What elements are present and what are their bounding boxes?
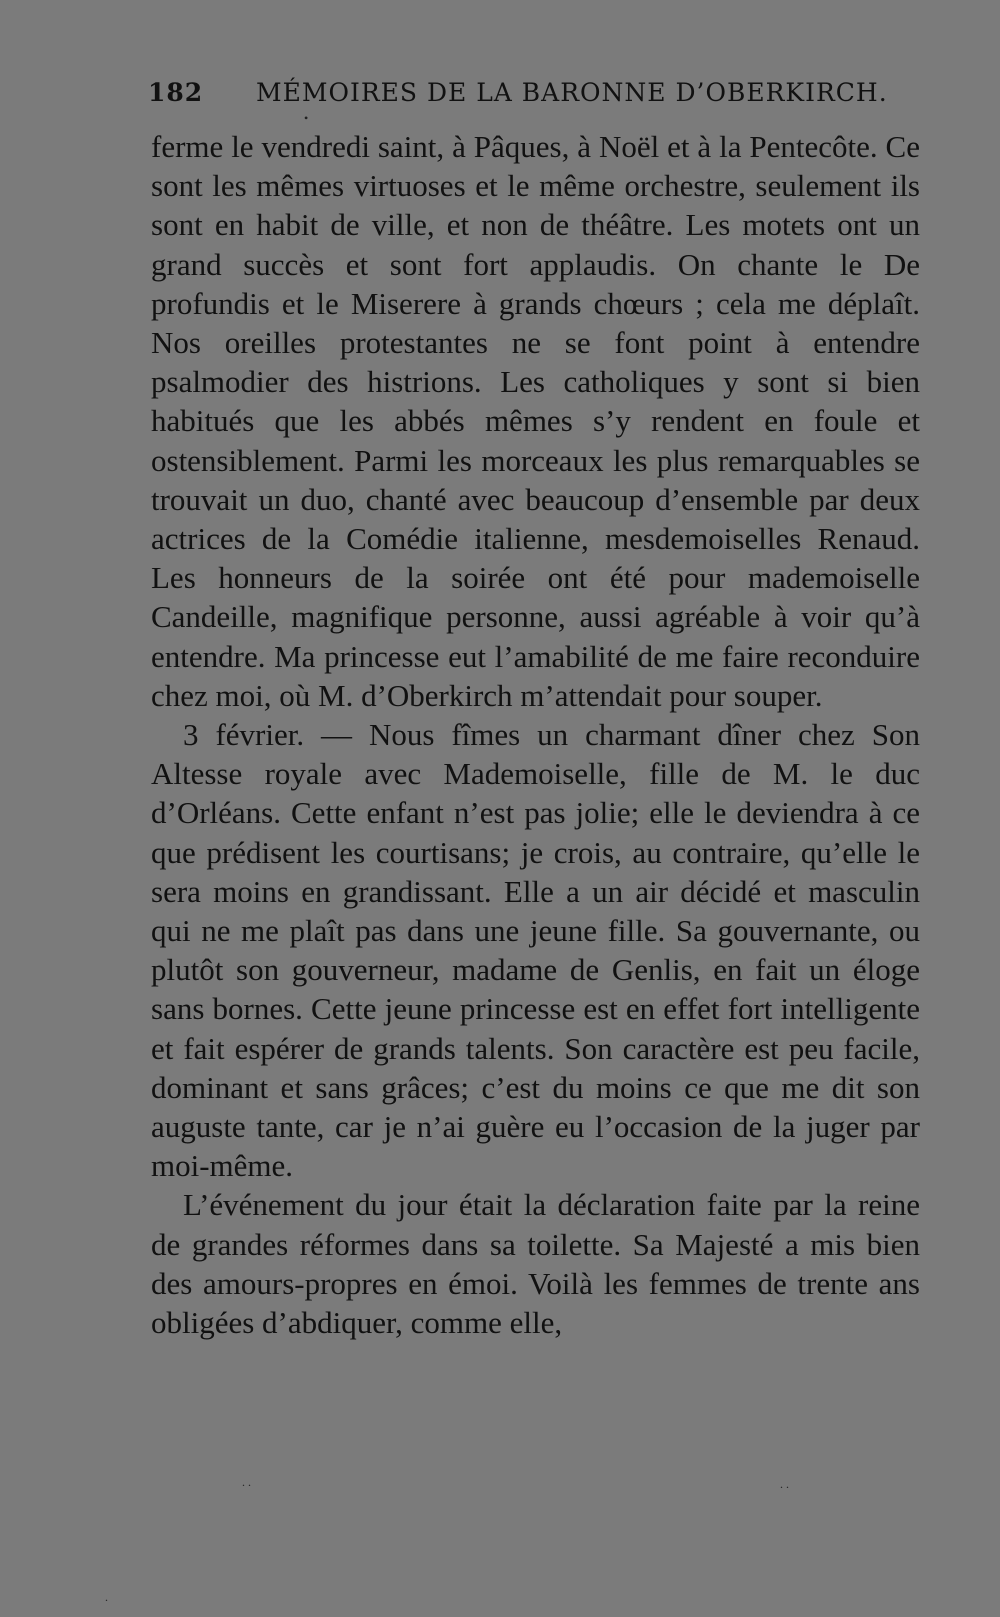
body-text [151, 127, 920, 1342]
page-header [148, 78, 920, 112]
page-number: 182 [148, 78, 204, 107]
running-title: MÉMOIRES DE LA BARONNE D’OBERKIRCH. [256, 78, 888, 107]
print-speck: . . [780, 1477, 789, 1491]
paragraph-2: 3 février. — Nous fîmes un charmant dîner chez Son Altesse royale avec Mademoiselle, fille de M. le duc d’Orléans. Cette enfant n’est pas jolie; elle le deviendra à ce que prédisent les courtisans; je crois, au contraire, qu’elle le sera moins en grandissant. Elle a un air décidé et masculin qui ne me plaît pas dans une jeune fille. Sa gouvernante, ou plutôt son gouverneur, madame de Genlis, en fait un éloge sans bornes. Cette jeune princesse est en effet fort intelligente et fait espérer de grands talents. Son caractère est peu facile, dominant et sans grâces; c’est du moins ce que me dit son auguste tante, car je n’ai guère eu l’occasion de la juger par moi-même. [151, 717, 920, 1184]
print-speck: . [105, 1590, 108, 1604]
print-speck: • [304, 111, 309, 125]
paragraph-3: L’événement du jour était la déclaration faite par la reine de grandes réformes dans sa toilette. Sa Majesté a mis bien des amours-propres en émoi. Voilà les femmes de trente ans obligées d’abdiquer, comme elle, [151, 1187, 920, 1341]
print-speck: . . [242, 1475, 251, 1489]
paragraph-1: ferme le vendredi saint, à Pâques, à Noël et à la Pentecôte. Ce sont les mêmes virtuoses et le même orchestre, seulement ils sont en habit de ville, et non de théâtre. Les motets ont un grand succès et sont fort applaudis. On chante le De profundis et le Miserere à grands chœurs ; cela me déplaît. Nos oreilles protestantes ne se font point à entendre psalmodier des histrions. Les catholiques y sont si bien habitués que les abbés mêmes s’y rendent en foule et ostensiblement. Parmi les morceaux les plus remarquables se trouvait un duo, chanté avec beaucoup d’ensemble par deux actrices de la Comédie italienne, mesdemoiselles Renaud. Les honneurs de la soirée ont été pour mademoiselle Candeille, magnifique personne, aussi agréable à voir qu’à entendre. Ma princesse eut l’amabilité de me faire reconduire chez moi, où M. d’Oberkirch m’attendait pour souper. [151, 129, 920, 713]
